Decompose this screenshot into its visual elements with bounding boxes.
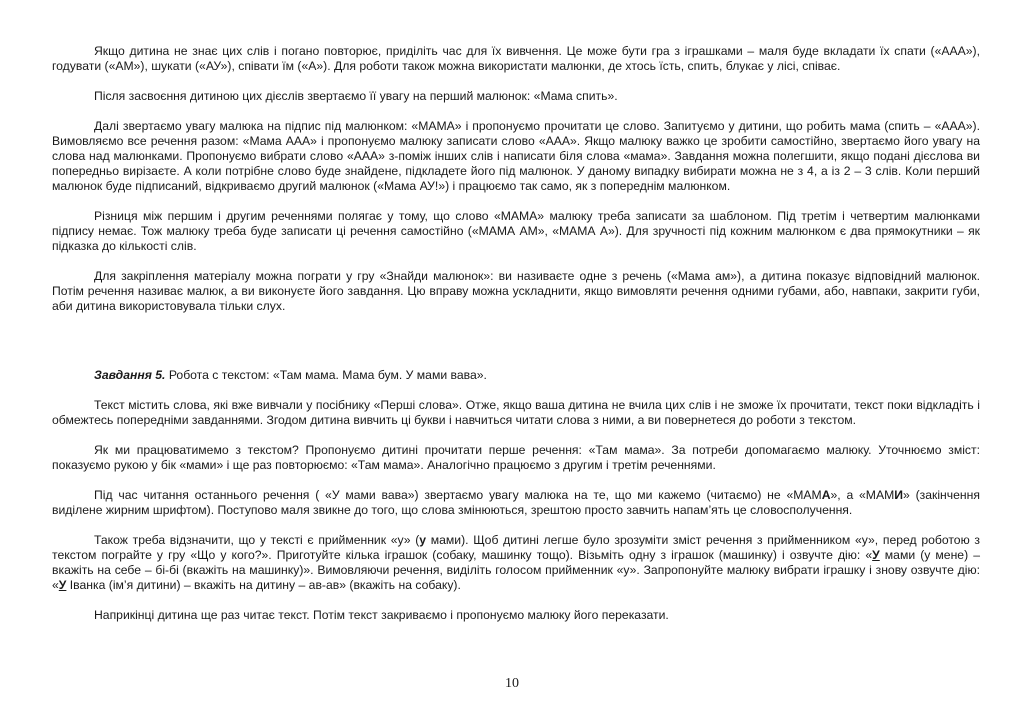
text-run: Під час читання останнього речення ( «У мами вава») звертаємо увагу малюка на те, що ми кажемо (читаємо) не «МАМ (94, 488, 822, 502)
paragraph-last-sentence (52, 488, 980, 518)
text-run: мами). Щоб дитині легше було зрозуміти зміст речення з прийменником «у», перед роботою з текстом пограйте у гру «Що у кого?». Приготуйте кілька іграшок (собаку, машинку тощо). Візьміть одну з іграшок (машинку) і озвучте дію: « (52, 533, 980, 562)
text-run: » (закінчення виділене жирним шрифтом). Поступово маля звикне до того, що слова змінюються, зрештою просто завчить напам’ять це словосполучення. (52, 488, 980, 517)
text-run: Іванка (ім’я дитини) – вкажіть на дитину – ав-ав» (вкажіть на собаку). (66, 578, 461, 592)
bold-ending: А (821, 488, 831, 502)
paragraph-first-picture: Після засвоєння дитиною цих дієслів звертаємо її увагу на перший малюнок: «Мама спить». (94, 89, 618, 103)
text-run: мами (у мене) – вкажіть на себе – бі-бі (вкажіть на машинку)». Вимовляючи речення, виділіть голосом прийменник «у». Запропонуйте малюку вибрати іграшку і знову озвучте дію: « (52, 548, 980, 592)
paragraph-caption: Далі звертаємо увагу малюка на підпис під малюнком: «МАМА» і пропонуємо прочитати це слово. Запитуємо у дитини, що робить мама (спить – «ААА»). Вимовляємо все речення разом: «Мама ААА» і пропонуємо малюку записати слово «ААА». Якщо малюку важко це зробити самостійно, звертаємо його увагу на слова над малюнками. Пропонуємо вибрати слово «ААА» з-поміж інших слів і написати біля слова «мама». Завдання можна полегшити, якщо подані дієслова ви попередньо вирізаєте. А коли потрібне слово буде знайдене, підкладете його під малюнок. У даному випадку вибирати можна не з 4, а із 2 – 3 слів. Коли перший малюнок буде підписаний, відкриваємо другий малюнок («Мама АУ!») і працюємо так само, як з попереднім малюнком. (52, 119, 980, 193)
paragraph-preposition (52, 533, 980, 593)
task-5-text: Робота с текстом: «Там мама. Мама бум. У мами вава». (165, 368, 487, 382)
underlined-preposition: У (58, 578, 67, 592)
underlined-preposition: У (872, 548, 880, 562)
paragraph-how-to-work: Як ми працюватимемо з текстом? Пропонуємо дитині прочитати перше речення: «Там мама». За потреби допомагаємо малюку. Уточнюємо зміст: показуємо рукою у бік «мами» і ще раз повторюємо: «Там мама». Аналогічно працюємо з другим і третім реченнями. (52, 443, 980, 472)
text-run: Також треба відзначити, що у тексті є прийменник «у» ( (94, 533, 420, 547)
paragraph-toys: Якщо дитина не знає цих слів і погано повторює, приділіть час для їх вивчення. Це може бути гра з іграшками – маля буде вкладати їх спати («ААА»), годувати («АМ»), шукати («АУ»), співати їм («А»). Для роботи також можна використати малюнки, де хтось їсть, спить, блукає у лісі, співає. (52, 44, 980, 73)
bold-preposition: у (419, 533, 427, 547)
paragraph-game: Для закріплення матеріалу можна пограти у гру «Знайди малюнок»: ви називаєте одне з речень («Мама ам»), а дитина показує відповідний малюнок. Потім речення називає малюк, а ви виконуєте його завдання. Цю вправу можна ускладнити, якщо вимовляти речення одними губами, або, навпаки, закрити губи, аби дитина використовувала тільки слух. (52, 269, 980, 313)
page-number: 10 (505, 676, 519, 691)
page-body (52, 44, 980, 623)
task-5-label: Завдання 5. (94, 368, 166, 382)
task-5-heading (52, 368, 980, 383)
paragraph-text-words: Текст містить слова, які вже вивчали у посібнику «Перші слова». Отже, якщо ваша дитина не вчила цих слів і не зможе їх прочитати, текст поки відкладіть і обмежтесь попередніми завданнями. Згодом дитина вивчить ці букви і навчиться читати слова з ними, а ви повернетеся до роботи з текстом. (52, 398, 980, 427)
text-run: », а «МАМ (830, 488, 895, 502)
bold-ending: И (894, 488, 904, 502)
paragraph-retell: Наприкінці дитина ще раз читає текст. Потім текст закриваємо і пропонуємо малюку його переказати. (94, 608, 669, 622)
paragraph-difference: Різниця між першим і другим реченнями полягає у тому, що слово «МАМА» малюку треба записати за шаблоном. Під третім і четвертим малюнками підпису немає. Тож малюку треба буде записати ці речення самостійно («МАМА АМ», «МАМА А»). Для зручності під кожним малюнком є два прямокутники – як підказка до кількості слів. (52, 209, 980, 253)
